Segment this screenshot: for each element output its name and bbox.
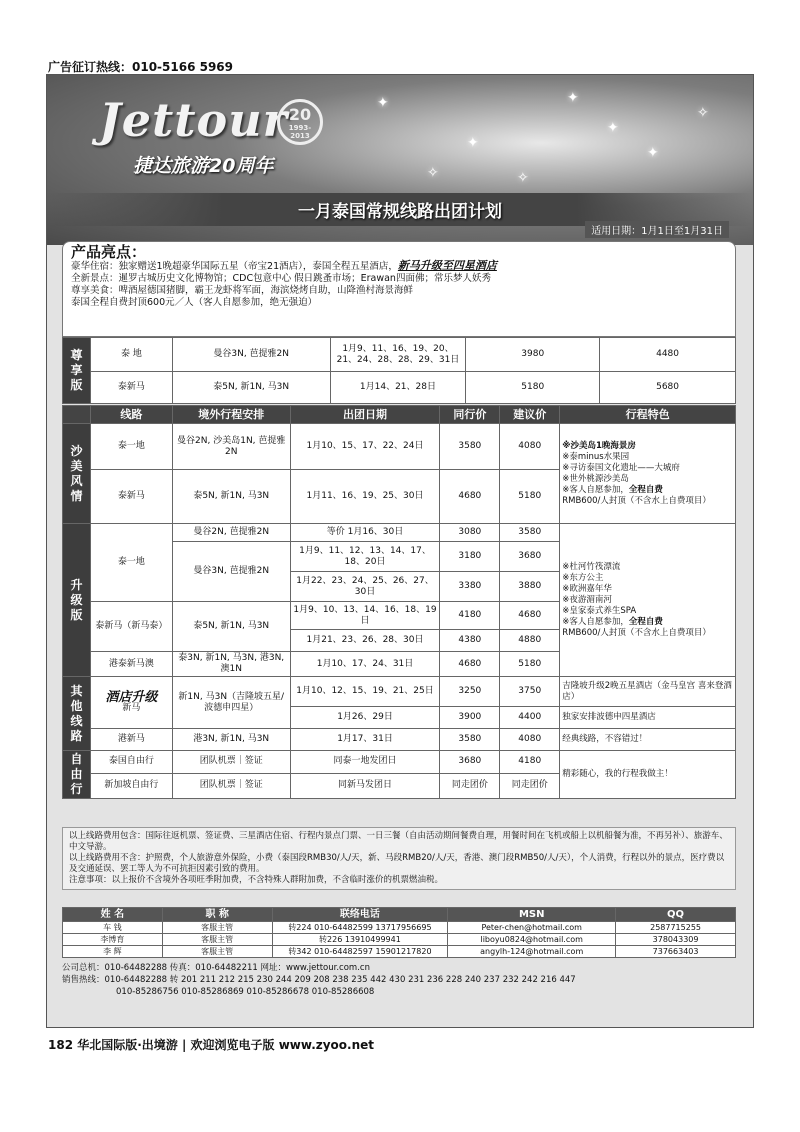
validity-dates: 适用日期：1月1日至1月31日 [585, 221, 729, 238]
route-cell: 泰一地 [90, 424, 172, 470]
price-cell: 4680 [500, 602, 560, 630]
feature-item: ※泰minus水果园 [562, 451, 630, 462]
table-header [63, 406, 736, 424]
route-cell: 泰新马 [90, 470, 172, 524]
company-info [62, 962, 736, 998]
price-cell: 3580 [440, 424, 500, 470]
contact-phone: 转224 010-64482599 13717956695 [272, 922, 448, 934]
dates-cell: 1月9、11、12、13、14、17、18、20日 [290, 542, 440, 572]
ad-frame [46, 74, 754, 1028]
price-cell: 3250 [440, 677, 500, 707]
feature-item: RMB600/人封顶（不含水上自费项目） [562, 495, 711, 506]
price-cell: 5180 [500, 652, 560, 677]
itinerary-cell: 新1N, 马3N（吉隆坡五星/波德申四星） [172, 677, 290, 729]
itinerary-cell: 曼谷3N, 芭提雅2N [172, 338, 330, 372]
contact-title: 客服主管 [162, 934, 272, 946]
feature-item: ※皇家泰式养生SPA [562, 605, 637, 616]
itinerary-cell: 团队机票｜签证 [172, 773, 290, 798]
contact-title: 客服主管 [162, 922, 272, 934]
price-cell: 3750 [500, 677, 560, 707]
price-cell: 同走团价 [440, 773, 500, 798]
ad-hotline: 广告征订热线：010-5166 5969 [48, 60, 234, 74]
route-cell: 泰国自由行 [90, 751, 172, 774]
route-name: 新马 [122, 702, 141, 713]
feature-item: RMB600/人封顶（不含水上自费项目） [562, 627, 711, 638]
section-label: 沙美风情 [63, 424, 91, 524]
dates-cell: 1月26、29日 [290, 707, 440, 729]
features-cell: 精彩随心，我的行程我做主！ [560, 751, 736, 799]
highlight-line: 尊享美食：啤酒屋德国猪脚，霸王龙虾将军面，海滨烧烤自助，山降渔村海景海鲜 [71, 285, 414, 296]
dates-cell: 1月10、15、17、22、24日 [290, 424, 440, 470]
dates-cell: 同泰一地发团日 [290, 751, 440, 774]
price-cell: 4680 [440, 470, 500, 524]
contact-qq: 2587715255 [616, 922, 736, 934]
price-cell: 3580 [500, 524, 560, 542]
header-cell: 行程特色 [560, 406, 736, 424]
company-line: 销售热线：010-64482288 转 201 211 212 215 230 244 209 208 238 235 442 430 231 236 228 240 237 232 242 216 447 [62, 975, 576, 985]
itinerary-cell: 泰3N, 新1N, 马3N, 港3N, 澳1N [172, 652, 290, 677]
table-row [63, 372, 736, 404]
price-cell: 4080 [500, 729, 560, 751]
dates-cell: 1月10、17、24、31日 [290, 652, 440, 677]
features-cell [560, 524, 736, 677]
table-row [63, 946, 736, 958]
header-cell: QQ [616, 908, 736, 922]
itinerary-cell: 团队机票｜签证 [172, 751, 290, 774]
header-cell: 职 称 [162, 908, 272, 922]
dates-cell: 1月9、10、13、14、16、18、19日 [290, 602, 440, 630]
contact-msn[interactable]: Peter-chen@hotmail.com [448, 922, 616, 934]
feature-item: ※杜河竹筏漂流 [562, 561, 621, 572]
highlights-title: 产品亮点： [71, 243, 147, 261]
dates-cell: 等价 1月16、30日 [290, 524, 440, 542]
dates-cell: 1月14、21、28日 [330, 372, 466, 404]
itinerary-cell: 曼谷2N, 芭提雅2N [172, 524, 290, 542]
itinerary-cell: 港3N, 新1N, 马3N [172, 729, 290, 751]
section-label: 自由行 [63, 751, 91, 799]
price-cell: 5180 [466, 372, 600, 404]
feature-item: ※世外桃源沙美岛 [562, 473, 629, 484]
contact-qq: 378043309 [616, 934, 736, 946]
price-cell: 4680 [440, 652, 500, 677]
contact-phone: 转226 13910499941 [272, 934, 448, 946]
table-row [63, 338, 736, 372]
contact-phone: 转342 010-64482597 15901217820 [272, 946, 448, 958]
price-cell: 3880 [500, 572, 560, 602]
price-cell: 3680 [500, 542, 560, 572]
header-cell: 联络电话 [272, 908, 448, 922]
dates-cell: 1月10、12、15、19、21、25日 [290, 677, 440, 707]
hotel-upgrade-badge: 酒店升级 [105, 689, 158, 705]
note-attention: 注意事项：以上报价不含境外各项旺季附加费，不含特殊人群附加费，不含临时涨价的机票燃油税。 [69, 875, 444, 885]
company-line: 010-85286756 010-85286869 010-85286678 010-85286608 [116, 987, 375, 997]
contact-name: 车 钱 [63, 922, 163, 934]
table-row [63, 751, 736, 774]
routes-table [62, 405, 736, 799]
anniversary-badge: 20 1993-2013 [277, 99, 323, 145]
dates-cell: 同新马发团日 [290, 773, 440, 798]
itinerary-cell: 泰5N, 新1N, 马3N [172, 372, 330, 404]
price-cell: 4880 [500, 630, 560, 652]
features-cell: 独家安排波德申四星酒店 [560, 707, 736, 729]
company-line: 公司总机：010-64482288 传真：010-64482211 网址：www.jettour.com.cn [62, 963, 370, 973]
price-notes [62, 827, 736, 890]
price-cell: 4380 [440, 630, 500, 652]
contact-msn[interactable]: liboyu0824@hotmail.com [448, 934, 616, 946]
dates-cell: 1月21、23、26、28、30日 [290, 630, 440, 652]
route-cell: 港泰新马澳 [90, 652, 172, 677]
table-row [63, 424, 736, 470]
price-cell: 3580 [440, 729, 500, 751]
itinerary-cell: 泰5N, 新1N, 马3N [172, 470, 290, 524]
feature-item: ※客人自愿参加，全程自费 [562, 484, 663, 495]
feature-item: ※欧洲嘉年华 [562, 583, 612, 594]
header-cell: 线路 [90, 406, 172, 424]
table-row [63, 922, 736, 934]
header-cell: 出团日期 [290, 406, 440, 424]
feature-item: ※寻访泰国文化遗址——大城府 [562, 462, 680, 473]
dates-cell: 1月9、11、16、19、20、21、24、28、28、29、31日 [330, 338, 466, 372]
note-excluded: 以上线路费用不含：护照费，个人旅游意外保险，小费（泰国段RMB30/人/天，新、马段RMB20/人/天，香港、澳门段RMB50/人/天），个人消费，行程以外的景点，医疗费以及交通延误、罢工等人为不可抗拒因素引致的费用。 [69, 853, 725, 874]
price-cell: 3680 [440, 751, 500, 774]
price-cell: 4480 [600, 338, 736, 372]
price-cell: 4400 [500, 707, 560, 729]
jettour-logo: Jettour [99, 93, 288, 147]
highlight-line: 泰国全程自费封顶600元／人（客人自愿参加，绝无强迫） [71, 297, 318, 308]
anniversary-slogan: 捷达旅游20周年 [133, 155, 274, 177]
table-row [63, 677, 736, 707]
plan-title: 一月泰国常规线路出团计划 [47, 193, 753, 226]
dates-cell: 1月22、23、24、25、26、27、30日 [290, 572, 440, 602]
header-cell: 建议价 [500, 406, 560, 424]
contact-name: 李博育 [63, 934, 163, 946]
route-cell: 新加坡自由行 [90, 773, 172, 798]
page-footer: 182 华北国际版·出境游 | 欢迎浏览电子版 www.zyoo.net [48, 1038, 375, 1052]
itinerary-cell: 曼谷2N, 沙美岛1N, 芭提雅2N [172, 424, 290, 470]
table-header [63, 908, 736, 922]
header-blank [63, 406, 91, 424]
price-cell: 5180 [500, 470, 560, 524]
section-label: 尊享版 [63, 338, 91, 404]
itinerary-cell: 曼谷3N, 芭提雅2N [172, 542, 290, 602]
features-cell: 吉隆坡升级2晚五星酒店（金马皇宫 喜来登酒店） [560, 677, 736, 707]
note-included: 以上线路费用包含：国际往返机票、签证费、三星酒店住宿、行程内景点门票、一日三餐（自由活动期间餐费自理，用餐时间在飞机或船上以机船餐为准，不再另补）、旅游车、中文导游。 [69, 831, 728, 852]
header-cell: MSN [448, 908, 616, 922]
dates-cell: 1月11、16、19、25、30日 [290, 470, 440, 524]
route-cell: 港新马 [90, 729, 172, 751]
price-cell: 4080 [500, 424, 560, 470]
header-cell: 姓 名 [63, 908, 163, 922]
itinerary-cell: 泰5N, 新1N, 马3N [172, 602, 290, 652]
header-cell: 同行价 [440, 406, 500, 424]
contact-name: 李 辉 [63, 946, 163, 958]
price-cell: 4180 [500, 751, 560, 774]
feature-item: ※客人自愿参加，全程自费 [562, 616, 663, 627]
price-cell: 4180 [440, 602, 500, 630]
highlight-line: 豪华住宿：独家赠送1晚超豪华国际五星（帝宝21酒店），泰国全程五星酒店，新马升级至四星酒店 [71, 259, 497, 272]
contacts-table [62, 907, 736, 958]
premium-routes-table [62, 337, 736, 404]
route-cell: 泰新马（新马泰） [90, 602, 172, 652]
route-cell: 泰 地 [90, 338, 172, 372]
price-cell: 3180 [440, 542, 500, 572]
price-cell: 3080 [440, 524, 500, 542]
route-cell [90, 677, 172, 729]
route-cell: 泰一地 [90, 524, 172, 602]
header-cell: 境外行程安排 [172, 406, 290, 424]
contact-title: 客服主管 [162, 946, 272, 958]
price-cell: 3380 [440, 572, 500, 602]
upgrade-badge: 新马升级至四星酒店 [397, 259, 497, 272]
section-label: 升级版 [63, 524, 91, 677]
table-row [63, 934, 736, 946]
features-cell: 经典线路，不容错过！ [560, 729, 736, 751]
features-cell [560, 424, 736, 524]
dates-cell: 1月17、31日 [290, 729, 440, 751]
table-row [63, 524, 736, 542]
route-cell: 泰新马 [90, 372, 172, 404]
banner: ✦ ✦ ✦ ✦ ✧ ✧ ✧ ✦ Jettour 20 1993-2013 捷达旅游20周年 一月泰国常规线路出团计划 适用日期：1月1日至1月31日 [47, 75, 753, 245]
price-cell: 3900 [440, 707, 500, 729]
feature-item: ※东方公主 [562, 572, 604, 583]
feature-item: ※夜游湄南河 [562, 594, 612, 605]
section-label: 其他线路 [63, 677, 91, 751]
price-cell: 同走团价 [500, 773, 560, 798]
feature-item: ※沙美岛1晚海景房 [562, 440, 636, 451]
highlight-line: 全新景点：暹罗古城历史文化博物馆；CDC包意中心 假日跳蚤市场；Erawan四面佛；常乐梦人妖秀 [71, 273, 491, 284]
contact-msn[interactable]: angylh-124@hotmail.com [448, 946, 616, 958]
price-cell: 3980 [466, 338, 600, 372]
contact-qq: 737663403 [616, 946, 736, 958]
price-cell: 5680 [600, 372, 736, 404]
product-highlights [62, 241, 736, 337]
table-row [63, 729, 736, 751]
